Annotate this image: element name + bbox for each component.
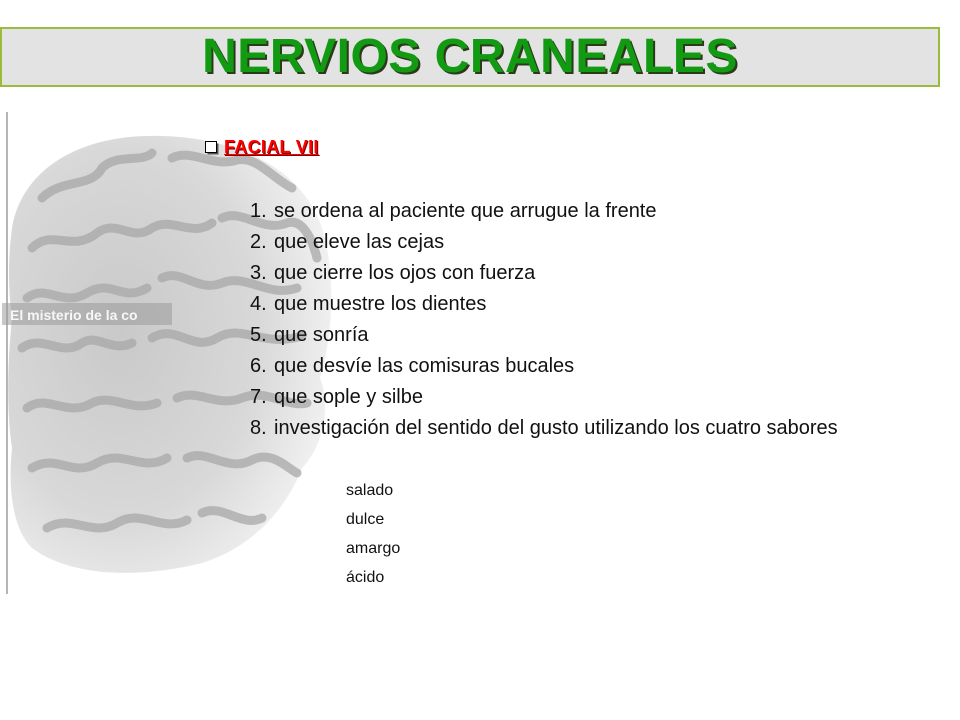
section-heading-text: FACIAL VII	[224, 137, 319, 157]
step-number: 5.	[250, 324, 267, 346]
list-item	[250, 231, 906, 254]
checkbox-bullet-icon	[205, 141, 219, 155]
list-item	[250, 262, 906, 285]
step-text: se ordena al paciente que arrugue la frente	[274, 200, 657, 222]
list-item	[250, 355, 906, 378]
step-text: que muestre los dientes	[274, 293, 487, 315]
list-item	[250, 417, 906, 440]
step-number: 1.	[250, 200, 267, 222]
step-number: 2.	[250, 231, 267, 253]
step-number: 8.	[250, 417, 267, 439]
list-item	[250, 324, 906, 347]
list-item	[250, 200, 906, 223]
step-text: que cierre los ojos con fuerza	[274, 262, 536, 284]
step-number: 3.	[250, 262, 267, 284]
step-number: 4.	[250, 293, 267, 315]
slide-title: NERVIOS CRANEALES	[202, 30, 738, 83]
step-text: investigación del sentido del gusto utilizando los cuatro sabores	[274, 417, 838, 439]
section-heading	[205, 137, 319, 158]
taste-item: ácido	[346, 569, 385, 586]
background-caption: El misterio de la co	[10, 307, 138, 323]
list-item	[250, 293, 906, 316]
step-text: que desvíe las comisuras bucales	[274, 355, 575, 377]
tastes-list	[346, 481, 400, 597]
step-number: 7.	[250, 386, 267, 408]
step-number: 6.	[250, 355, 267, 377]
list-item	[250, 386, 906, 409]
taste-item: amargo	[346, 540, 401, 557]
step-text: que sonría	[274, 324, 369, 346]
step-text: que eleve las cejas	[274, 231, 445, 253]
taste-item: salado	[346, 482, 394, 499]
steps-list	[250, 200, 906, 446]
step-text: que sople y silbe	[274, 386, 423, 408]
title-bar	[0, 27, 940, 87]
taste-item: dulce	[346, 511, 385, 528]
